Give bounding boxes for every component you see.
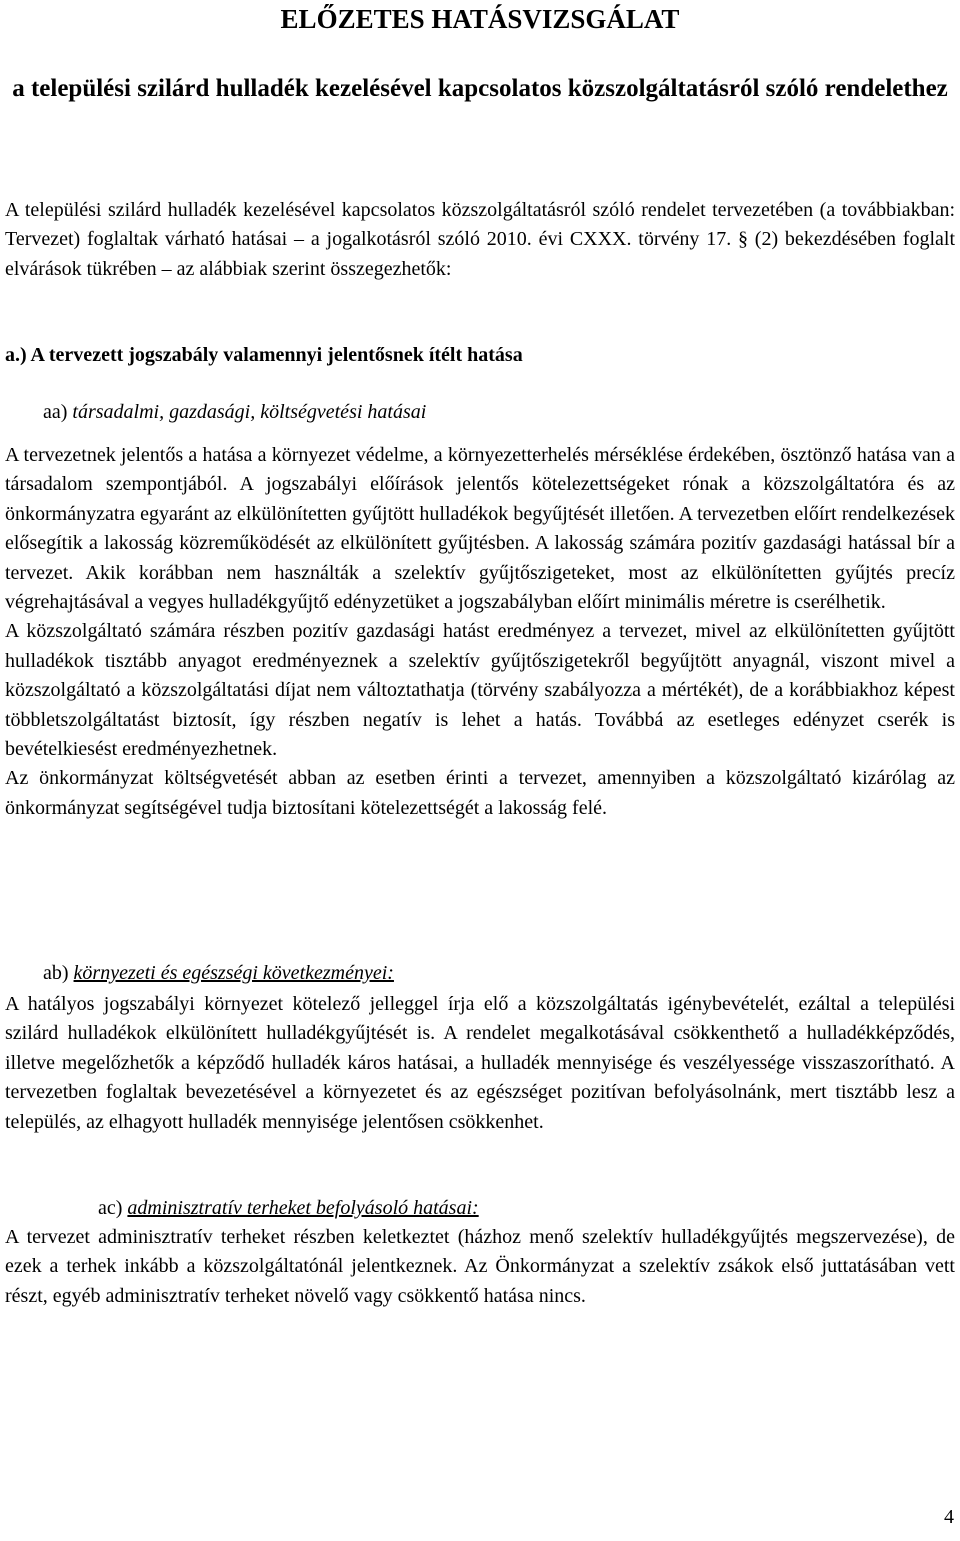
- intro-paragraph: A települési szilárd hulladék kezelésével kapcsolatos közszolgáltatásról szóló rendelet tervezetében (a továbbiakban: Tervezet) foglaltak várható hatásai – a jogalkotásról szóló 2010. évi CXXX. törvény 17. § (2) bekezdésében foglalt elvárások tükrében – az alábbiak szerint összegezhetők:: [5, 199, 955, 280]
- section-aa-paragraph: A tervezetnek jelentős a hatása a környezet védelme, a környezetterhelés mérséklése érdekében, ösztönző hatása van a társadalom szempontjából. A jogszabályi előírások jelentős kötelezettségeket rónak a közszolgáltatóra és az önkormányzatra egyaránt az elkülönítetten gyűjtött hulladékok begyűjtését illetően. A tervezetben előírt rendelkezések elősegítik a lakosság közreműködését az elkülönített gyűjtésben. A lakosság számára pozitív gazdasági hatással bír a tervezet. Akik korábban nem használták a szelektív gyűjtőszigeteket, most az elkülönítetten gyűjtés precíz végrehajtásával a vegyes hulladékgyűjtő edényzetüket a jogszabályban előírt minimális méretre is cserélhetik.: [5, 444, 955, 614]
- section-ab-label: ab): [43, 962, 69, 984]
- page-number: 4: [944, 1506, 954, 1528]
- section-ac-heading: [98, 1193, 479, 1223]
- section-aa-body: [5, 441, 955, 823]
- section-ac-label: ac): [98, 1197, 123, 1219]
- document-title: ELŐZETES HATÁSVIZSGÁLAT: [280, 4, 680, 34]
- section-ac-title: adminisztratív terheket befolyásoló hatásai:: [127, 1197, 479, 1219]
- section-ab-body: [5, 990, 955, 1137]
- section-ab-paragraph: A hatályos jogszabályi környezet kötelező jelleggel írja elő a közszolgáltatás igénybevételét, ezáltal a települési szilárd hulladékok elkülönített hulladékgyűjtését is. A rendelet megalkotásával csökkenthető a hulladékképződés, illetve megelőzhetők a képződő hulladék káros hatásai, a hulladék mennyisége és veszélyessége visszaszorítható. A tervezetben foglaltak bevezetésével a környezetet és az egészséget pozitívan befolyásolnánk, mert tisztább lesz a település, az elhagyott hulladék mennyisége jelentősen csökkenhet.: [5, 993, 955, 1133]
- section-aa-label: aa): [43, 401, 68, 423]
- section-ac-body: [5, 1223, 955, 1311]
- section-ac-paragraph: A tervezet adminisztratív terheket részben keletkeztet (házhoz menő szelektív hulladékgyűjtés megszervezése), de ezek a terhek inkább a közszolgáltatónál jelentkeznek. Az Önkormányzat a szelektív zsákok első juttatásában vett részt, egyéb adminisztratív terheket növelő vagy csökkentő hatása nincs.: [5, 1226, 955, 1307]
- section-ab-heading: [43, 958, 394, 988]
- document-subtitle: a települési szilárd hulladék kezelésével kapcsolatos közszolgáltatásról szóló rendelethez: [12, 75, 948, 102]
- section-ab-title: környezeti és egészségi következményei:: [73, 962, 394, 984]
- section-a-heading: a.) A tervezett jogszabály valamennyi jelentősnek ítélt hatása: [5, 344, 523, 366]
- section-aa-paragraph: Az önkormányzat költségvetését abban az esetben érinti a tervezet, amennyiben a közszolgáltató kizárólag az önkormányzat segítségével tudja biztosítani kötelezettségét a lakosság felé.: [5, 767, 955, 819]
- section-aa-title: társadalmi, gazdasági, költségvetési hatásai: [72, 401, 427, 423]
- section-aa-heading: [43, 397, 426, 427]
- section-aa-paragraph: A közszolgáltató számára részben pozitív gazdasági hatást eredményez a tervezet, mivel az elkülönítetten gyűjtött hulladékok tisztább anyagot eredményeznek a szelektív gyűjtőszigetekről begyűjtött anyagnál, viszont mivel a közszolgáltató a közszolgáltatási díjat nem változtathatja (törvény szabályozza a mértékét), de a korábbiakhoz képest többletszolgáltatást biztosít, így részben negatív is lehet a hatás. Továbbá az esetleges edényzet cserék is bevételkiesést eredményezhetnek.: [5, 620, 955, 761]
